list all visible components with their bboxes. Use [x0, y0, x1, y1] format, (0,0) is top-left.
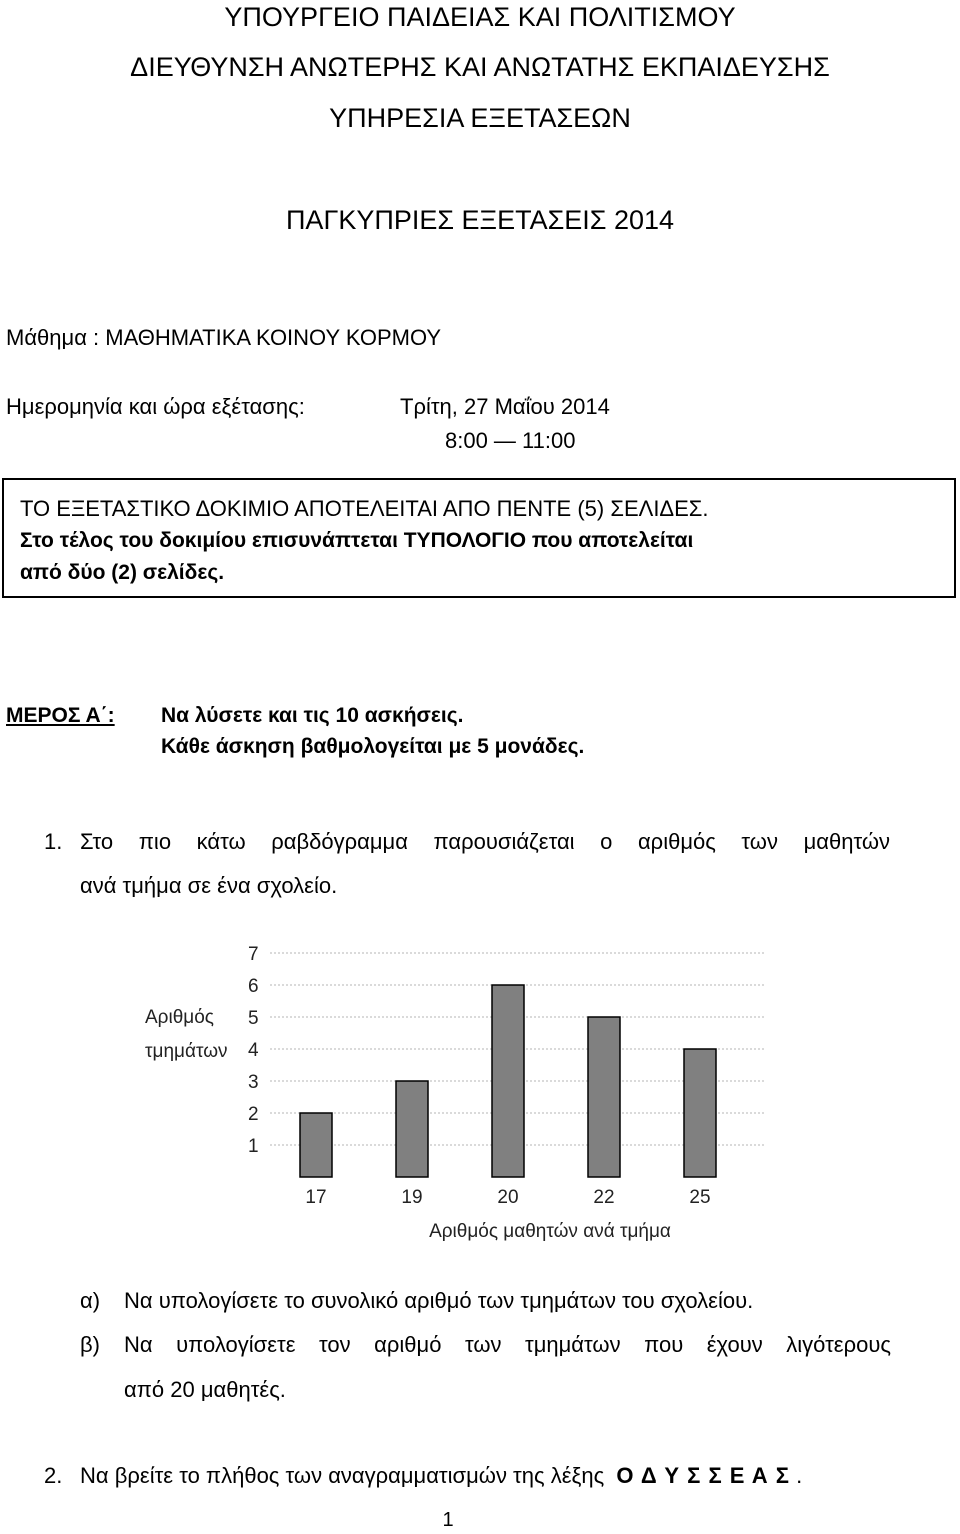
- chart-bar: [684, 1049, 716, 1177]
- question-2-text: [80, 1463, 802, 1489]
- question-2-number: 2.: [44, 1463, 63, 1488]
- chart-bar: [588, 1017, 620, 1177]
- question-1-text-cont: ανά τμήμα σε ένα σχολείο.: [80, 873, 338, 898]
- chart-y-axis-label-1: Αριθμός: [145, 1007, 214, 1028]
- exam-title: ΠΑΓΚΥΠΡΙΕΣ ΕΞΕΤΑΣΕΙΣ 2014: [285, 205, 675, 235]
- question-2-prompt: Να βρείτε το πλήθος των αναγραμματισμών της λέξης: [80, 1463, 605, 1488]
- chart-bar: [300, 1113, 332, 1177]
- sub-question-a-label: α): [80, 1288, 101, 1313]
- part-a-instruction: Να λύσετε και τις 10 ασκήσεις.: [161, 704, 464, 727]
- chart-x-axis-label: Αριθμός μαθητών ανά τμήμα: [429, 1221, 671, 1242]
- page-number: 1: [442, 1509, 454, 1531]
- subject-line: Μάθημα : ΜΑΘΗΜΑΤΙΚΑ ΚΟΙΝΟΥ ΚΟΡΜΟΥ: [6, 325, 442, 350]
- chart-bar: [492, 985, 524, 1177]
- chart-x-tick-label: 25: [689, 1187, 711, 1208]
- students-per-class-chart: [130, 935, 800, 1250]
- notice-formula-pages: από δύο (2) σελίδες.: [20, 561, 225, 584]
- chart-y-tick-label: 5: [248, 1008, 259, 1029]
- exam-date-value: Τρίτη, 27 Μαΐου 2014: [400, 394, 610, 419]
- chart-x-tick-label: 17: [305, 1187, 327, 1208]
- exam-date-label: Ημερομηνία και ώρα εξέτασης:: [6, 394, 305, 419]
- chart-y-tick-label: 7: [248, 944, 259, 965]
- chart-y-tick-labels: [248, 944, 259, 1157]
- ministry-title: ΥΠΟΥΡΓΕΙΟ ΠΑΙΔΕΙΑΣ ΚΑΙ ΠΟΛΙΤΙΣΜΟΥ: [224, 2, 736, 32]
- exam-time-value: 8:00 — 11:00: [445, 428, 576, 453]
- sub-question-b-text-cont: από 20 μαθητές.: [124, 1377, 286, 1402]
- question-2-end: .: [796, 1463, 803, 1488]
- directorate-title: ΔΙΕΥΘΥΝΣΗ ΑΝΩΤΕΡΗΣ ΚΑΙ ΑΝΩΤΑΤΗΣ ΕΚΠΑΙΔΕΥΣΗΣ: [130, 52, 830, 82]
- chart-bar: [396, 1081, 428, 1177]
- chart-y-tick-label: 4: [248, 1040, 259, 1061]
- sub-question-a-text: Να υπολογίσετε το συνολικό αριθμό των τμημάτων του σχολείου.: [124, 1288, 754, 1313]
- question-2-word: Ο Δ Υ Σ Σ Ε Α Σ: [616, 1463, 790, 1488]
- part-a-label: ΜΕΡΟΣ Α΄:: [6, 704, 115, 727]
- chart-y-axis-label-2: τμημάτων: [145, 1041, 228, 1062]
- service-title: ΥΠΗΡΕΣΙΑ ΕΞΕΤΑΣΕΩΝ: [329, 103, 631, 133]
- notice-formula-sheet: Στο τέλος του δοκιμίου επισυνάπτεται ΤΥΠΟΛΟΓΙΟ που αποτελείται: [20, 529, 694, 552]
- question-1-number: 1.: [44, 829, 63, 854]
- chart-x-tick-label: 20: [497, 1187, 519, 1208]
- chart-y-tick-label: 3: [248, 1072, 259, 1093]
- chart-y-tick-label: 6: [248, 976, 259, 997]
- notice-pages: ΤΟ ΕΞΕΤΑΣΤΙΚΟ ΔΟΚΙΜΙΟ ΑΠΟΤΕΛΕΙΤΑΙ ΑΠΟ ΠΕΝΤΕ (5) ΣΕΛΙΔΕΣ.: [20, 496, 709, 521]
- chart-x-tick-label: 22: [593, 1187, 615, 1208]
- chart-x-tick-labels: [305, 1187, 710, 1208]
- chart-x-tick-label: 19: [401, 1187, 423, 1208]
- sub-question-b-label: β): [80, 1332, 100, 1357]
- part-a-scoring: Κάθε άσκηση βαθμολογείται με 5 μονάδες.: [161, 735, 585, 758]
- chart-y-tick-label: 1: [248, 1136, 259, 1157]
- sub-question-b-text: Να υπολογίσετε τον αριθμό των τμημάτων που έχουν λιγότερους: [124, 1332, 891, 1357]
- chart-y-tick-label: 2: [248, 1104, 259, 1125]
- question-1-text: Στο πιο κάτω ραβδόγραμμα παρουσιάζεται ο αριθμός των μαθητών: [80, 829, 890, 854]
